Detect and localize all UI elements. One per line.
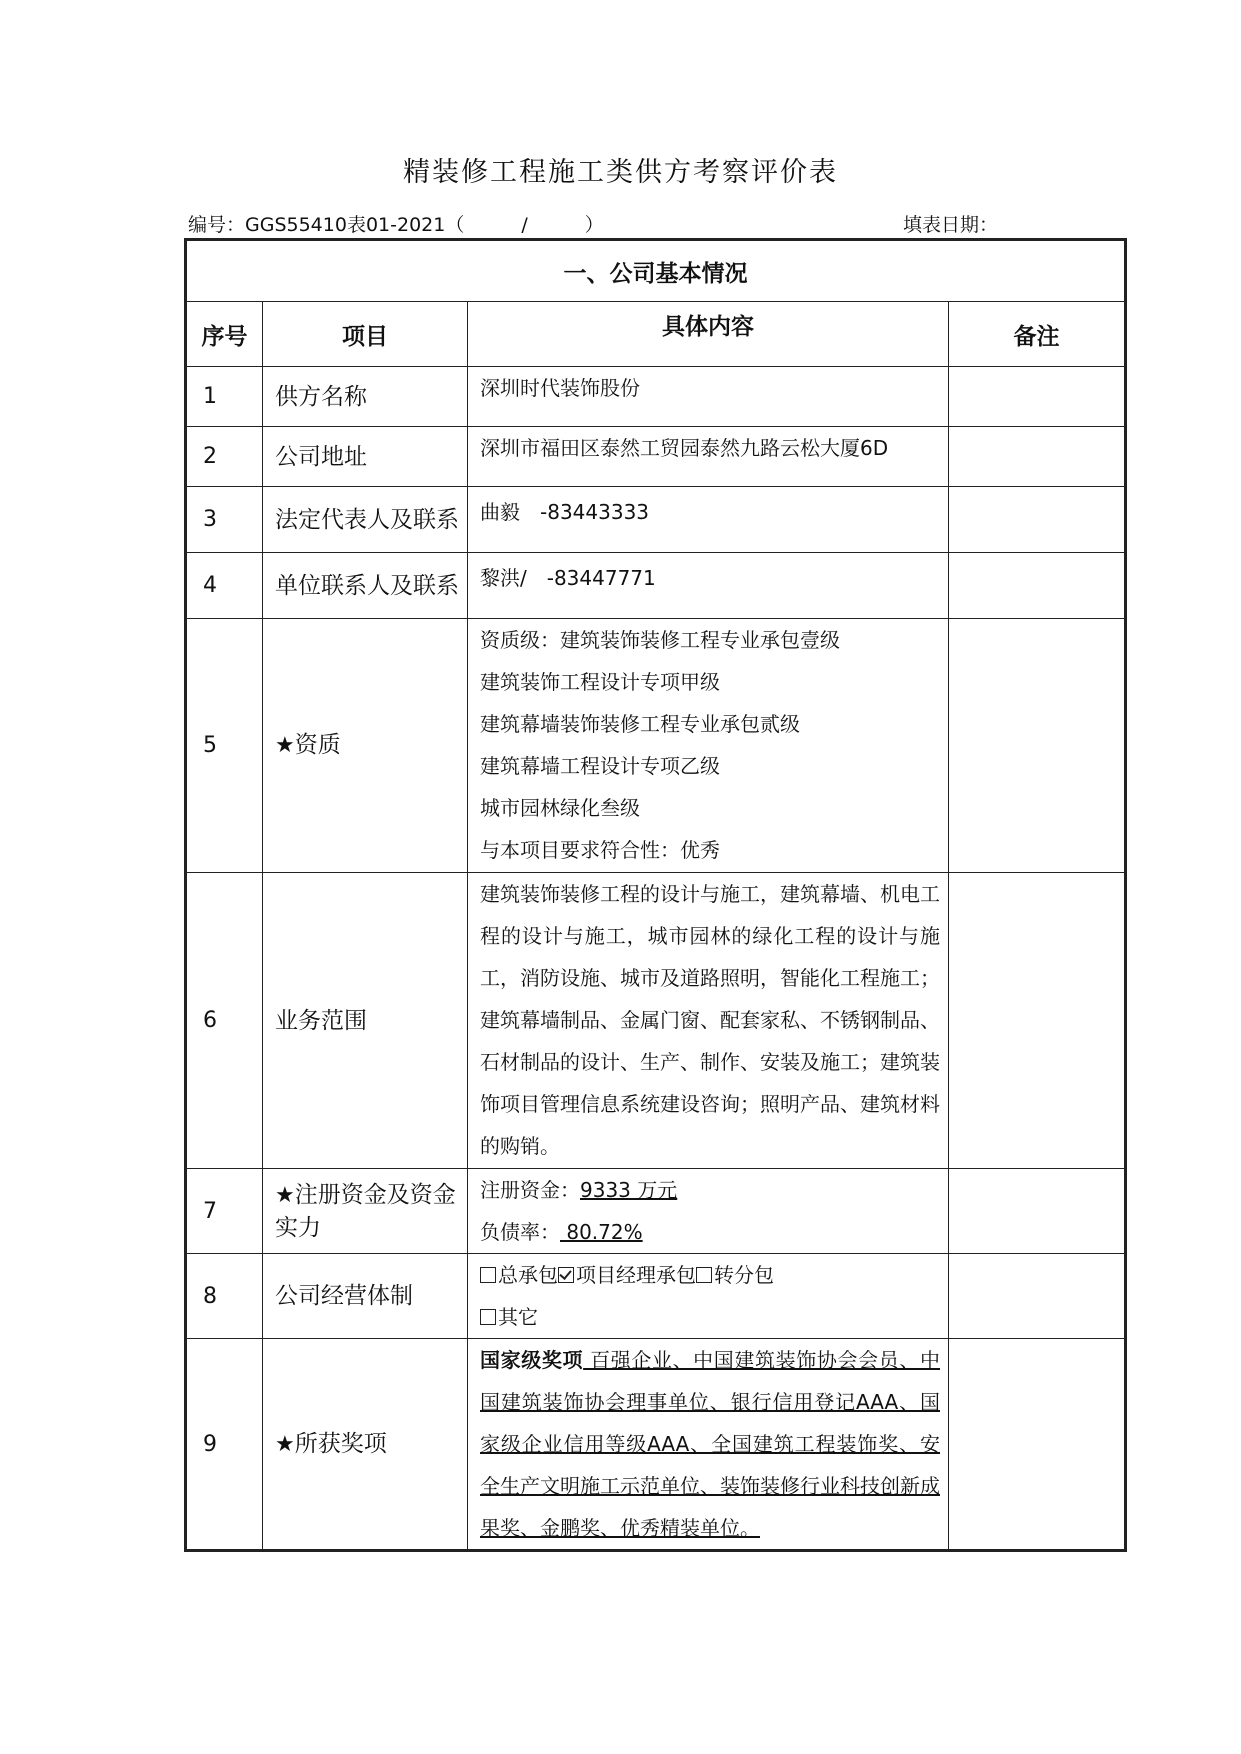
content-line: 建筑幕墙装饰装修工程专业承包贰级 [480,712,800,736]
checkbox-other[interactable] [480,1309,496,1325]
content-line: 深圳时代装饰股份 [480,376,640,400]
row-remark[interactable] [949,1339,1126,1551]
fill-date-label: 填表日期： [903,214,999,236]
row-content [468,553,949,619]
checkbox-general-contract[interactable] [480,1267,496,1283]
content-line: 建筑幕墙工程设计专项乙级 [480,754,720,778]
document-code: 编号：GGS55410表01-2021（ / ） [188,214,604,236]
row-content [468,619,949,873]
content-line: 与本项目要求符合性：优秀 [480,838,720,862]
table-row [186,873,1126,1169]
capital-value: 9333 万元 [580,1178,678,1202]
option-label: 项目经理承包 [576,1263,696,1287]
checkbox-project-manager-contract[interactable] [558,1267,574,1283]
star-icon: ★ [275,1182,295,1208]
row-num: 6 [186,873,263,1169]
options-line [480,1254,940,1296]
table-row [186,553,1126,619]
row-num: 5 [186,619,263,873]
row-item: 公司地址 [263,427,468,487]
row-item [263,1339,468,1551]
table-row [186,1254,1126,1339]
header-item: 项目 [263,302,468,367]
row-num: 2 [186,427,263,487]
table-row [186,427,1126,487]
capital-label: 注册资金： [480,1178,580,1202]
star-icon: ★ [275,733,295,758]
content-line: 曲毅 -83443333 [480,500,650,524]
table-row [186,367,1126,427]
option-label: 总承包 [498,1263,558,1287]
header-remark: 备注 [949,302,1126,367]
content-line: 深圳市福田区泰然工贸园泰然九路云松大厦6D [480,436,889,460]
content-line: 建筑装饰工程设计专项甲级 [480,670,720,694]
evaluation-table [184,238,1127,1552]
debt-value: 80.72% [560,1220,643,1244]
row-item-label: 资质 [294,732,341,758]
capital-line [480,1169,940,1211]
star-icon: ★ [275,1431,295,1457]
content-line: 城市园林绿化叁级 [480,796,640,820]
table-row [186,1339,1126,1551]
row-item: 公司经营体制 [263,1254,468,1339]
content-paragraph: 建筑装饰装修工程的设计与施工，建筑幕墙、机电工程的设计与施工，城市园林的绿化工程的设计与施工，消防设施、城市及道路照明，智能化工程施工；建筑幕墙制品、金属门窗、配套家私、不锈钢制品、石材制品的设计、生产、制作、安装及施工；建筑装饰项目管理信息系统建设咨询；照明产品、建筑材料的购销。 [480,882,940,1158]
row-num: 7 [186,1169,263,1254]
row-item: 法定代表人及联系 [263,487,468,553]
header-num: 序号 [186,302,263,367]
row-item: 单位联系人及联系 [263,553,468,619]
row-item-label: 所获奖项 [294,1430,387,1457]
row-num: 4 [186,553,263,619]
row-content [468,427,949,487]
header-content: 具体内容 [468,302,949,367]
option-label: 其它 [498,1305,538,1329]
row-remark[interactable] [949,367,1126,427]
row-remark[interactable] [949,1254,1126,1339]
awards-paragraph [480,1339,940,1549]
awards-text: 百强企业、中国建筑装饰协会会员、中国建筑装饰协会理事单位、银行信用登记AAA、国家级企业信用等级AAA、全国建筑工程装饰奖、安全生产文明施工示范单位、装饰装修行业科技创新成果奖、金鹏奖、优秀精装单位。 [480,1348,941,1540]
checkbox-subcontract[interactable] [696,1267,712,1283]
row-remark[interactable] [949,427,1126,487]
row-item-label: 注册资金及资金实力 [275,1181,456,1241]
table-row [186,487,1126,553]
row-item: 业务范围 [263,873,468,1169]
debt-label: 负债率： [480,1220,560,1244]
content-line: 资质级：建筑装饰装修工程专业承包壹级 [480,628,840,652]
row-remark[interactable] [949,873,1126,1169]
row-content [468,367,949,427]
row-content [468,873,949,1169]
row-content [468,1254,949,1339]
content-line: 黎洪/ -83447771 [480,566,656,590]
row-num: 8 [186,1254,263,1339]
document-title: 精装修工程施工类供方考察评价表 [403,157,838,188]
option-label: 转分包 [714,1263,774,1287]
options-line [480,1296,940,1338]
table-row [186,619,1126,873]
row-remark[interactable] [949,1169,1126,1254]
table-row [186,1169,1126,1254]
row-content [468,1169,949,1254]
row-content [468,1339,949,1551]
row-remark[interactable] [949,487,1126,553]
section-title: 一、公司基本情况 [186,240,1126,302]
row-num: 3 [186,487,263,553]
row-item [263,1169,468,1254]
row-num: 1 [186,367,263,427]
row-item: 供方名称 [263,367,468,427]
debt-line [480,1211,940,1253]
row-remark[interactable] [949,553,1126,619]
awards-label: 国家级奖项 [480,1348,584,1372]
row-num: 9 [186,1339,263,1551]
row-item [263,619,468,873]
row-content [468,487,949,553]
row-remark[interactable] [949,619,1126,873]
